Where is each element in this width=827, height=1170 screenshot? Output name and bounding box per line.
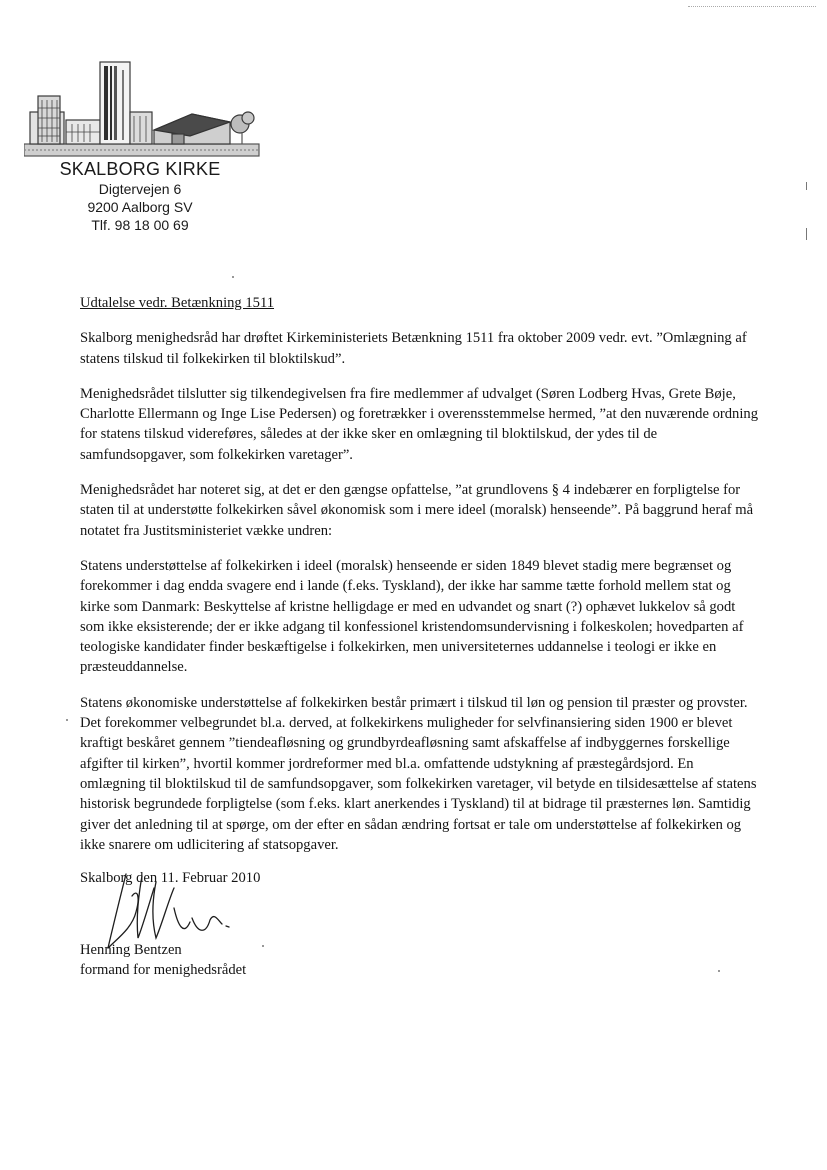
subject-line: Udtalelse vedr. Betænkning 1511 <box>80 295 275 311</box>
paragraph-5: Statens økonomiske understøttelse af folkekirken består primært i tilskud til løn og pension til præster og provster. Det forekommer velbegrundet bl.a. derved, at folkekirkens muligheder for selvfinansiering siden 1900 er blevet kraftigt beskåret gennem ”tiendeafløsning og grundbyrdeafløsning samt afskaffelse af indbyggernes forskellige afgifter til kirken”, hvortil kommer jordreformer med bl.a. omfattende udstykning af præstegårdsjord. En omlægning til bloktilskud til de samfundsopgaver, som folkekirken varetager, vil betyde en tilsidesættelse af statens historisk begrundede forpligtelse (som f.eks. klart anerkendes i Tyskland) til at bidrage til præsternes løn. Samtidig giver det anledning til at spørge, om der efter en sådan ændring fortsat er tale om understøttelse af folkekirken og ikke snarere om udlicitering af statsopgaver. <box>80 694 757 853</box>
paragraph-1: Skalborg menighedsråd har drøftet Kirkeministeriets Betænkning 1511 fra oktober 2009 vedr. evt. ”Omlægning af statens tilskud til folkekirken til bloktilskud”. <box>80 330 747 367</box>
church-name: SKALBORG KIRKE <box>59 159 221 179</box>
scan-edge-mark <box>688 6 816 7</box>
scan-speck <box>262 945 264 947</box>
paragraph-4: Statens understøttelse af folkekirken i ideel (moralsk) henseende er siden 1849 blevet stadig mere begrænset og forekommer i dag endda svagere end i lande (f.eks. Tyskland), der ikke har samme tætte forhold mellem stat og kirke som Danmark: Beskyttelse af kristne helligdage er med en udvandet og snart (?) ophævet lukkelov så godt som ikke eksisterende; der er ikke adgang til konfessionel kristendomsundervisning i folkeskolen; hovedparten af teologiske kandidater finder beskæftigelse i folkekirken, men universiteternes uddannelse i teologi er ikke en præsteuddannelse. <box>80 557 744 676</box>
paragraph-2: Menighedsrådet tilslutter sig tilkendegivelsen fra fire medlemmer af udvalget (Søren Lodberg Hvas, Grete Bøje, Charlotte Ellermann og Inge Lise Pedersen) og foretrækker i overensstemmelse hermed, ”at den nuværende ordning for statens tilskud videreføres, således at der ikke sker en omlægning til bloktilskud, der ydes til de samfundsopgaver, som folkekirken varetager”. <box>80 385 758 463</box>
paragraph-3: Menighedsrådet har noteret sig, at det er den gængse opfattelse, ”at grundlovens § 4 indebærer en forpligtelse for staten til at understøtte folkekirken såvel økonomisk som i mere ideel (moralsk) henseende”. På baggrund heraf må notatet fra Justitsministeriet vække undren: <box>80 482 754 539</box>
phone-number: Tlf. 98 18 00 69 <box>91 217 189 233</box>
signer-name: Henning Bentzen <box>80 942 182 958</box>
church-buildings-logo <box>24 56 264 160</box>
signer-block <box>80 940 246 980</box>
letter-body <box>80 293 760 870</box>
city-address: 9200 Aalborg SV <box>87 199 193 215</box>
scan-speck <box>718 970 720 972</box>
scan-speck <box>232 276 234 278</box>
date-line: Skalborg den 11. Februar 2010 <box>80 870 261 886</box>
street-address: Digtervejen 6 <box>98 181 182 197</box>
letterhead <box>40 158 240 234</box>
signer-title: formand for menighedsrådet <box>80 962 247 978</box>
scan-speck <box>66 719 68 721</box>
scan-speck <box>806 228 807 240</box>
scan-speck <box>806 182 807 190</box>
